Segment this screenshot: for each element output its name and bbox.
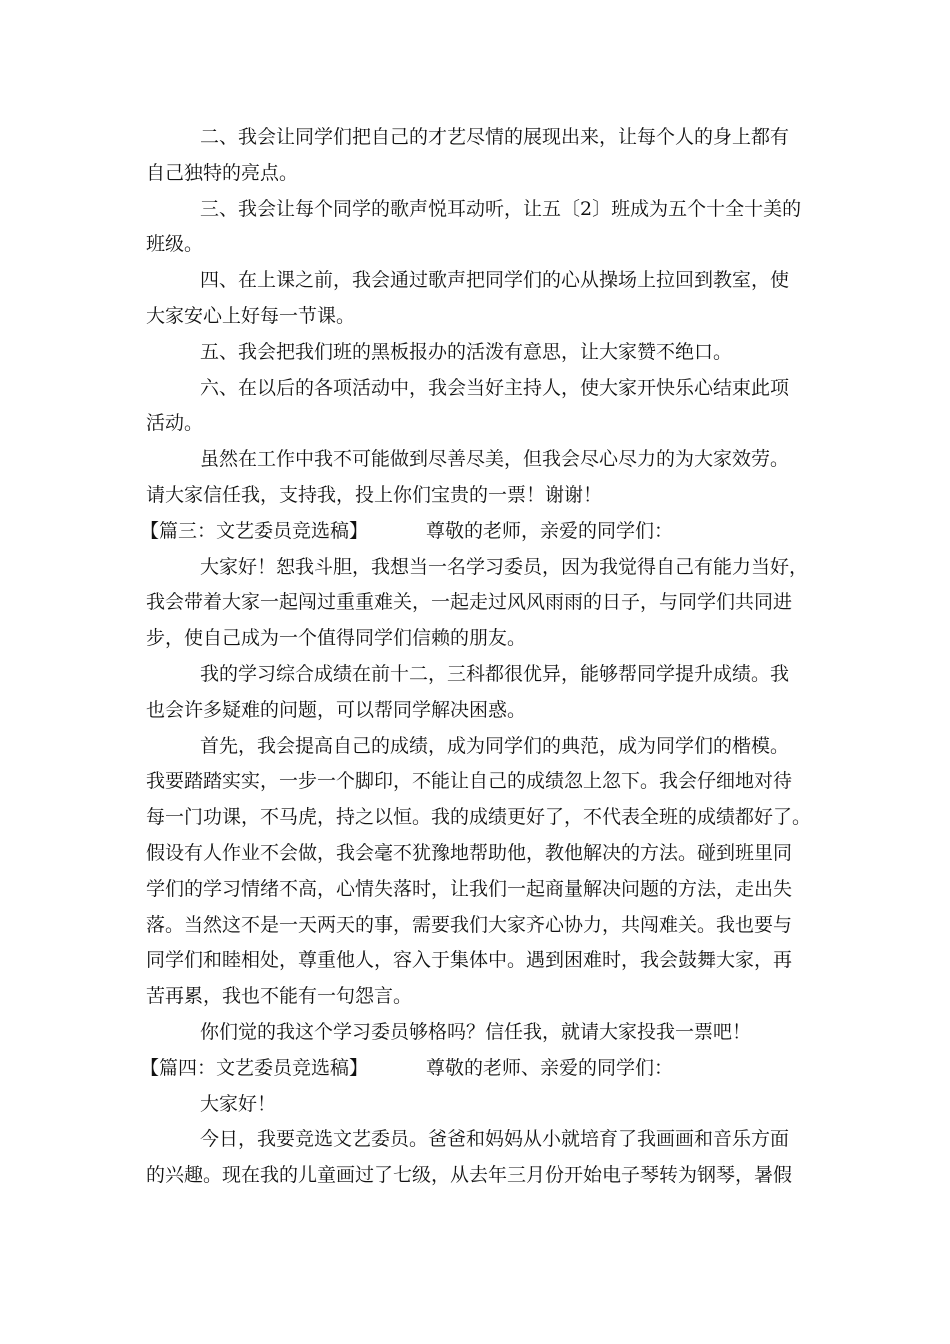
- section-heading-4: [140, 1051, 810, 1087]
- text-line: 六、在以后的各项活动中，我会当好主持人，使大家开快乐心结束此项: [200, 376, 790, 399]
- text-line: 请大家信任我，支持我，投上你们宝贵的一票！谢谢！: [146, 483, 603, 506]
- section-greeting-3: 尊敬的老师，亲爱的同学们：: [426, 519, 674, 542]
- text-line: 班级。: [146, 233, 204, 256]
- text-line: 苦再累，我也不能有一句怨言。: [146, 985, 413, 1008]
- text-line: 大家安心上好每一节课。: [146, 304, 356, 327]
- text-line: 二、我会让同学们把自己的才艺尽情的展现出来，让每个人的身上都有: [200, 126, 790, 148]
- text-line: 同学们和睦相处，尊重他人，容入于集体中。遇到困难时，我会鼓舞大家，再: [146, 949, 793, 972]
- section-title-3: 【篇三：文艺委员竞选稿】: [140, 519, 369, 542]
- text-line: 今日，我要竞选文艺委员。爸爸和妈妈从小就培育了我画画和音乐方面: [200, 1128, 790, 1151]
- text-line: 步，使自己成为一个值得同学们信赖的朋友。: [146, 627, 527, 650]
- text-line: 假设有人作业不会做，我会毫不犹豫地帮助他，教他解决的方法。碰到班里同: [146, 841, 793, 864]
- text-line: 大家好！: [200, 1092, 277, 1115]
- text-line: 虽然在工作中我不可能做到尽善尽美，但我会尽心尽力的为大家效劳。: [200, 448, 790, 471]
- text-line: 我的学习综合成绩在前十二，三科都很优异，能够帮同学提升成绩。我: [200, 662, 790, 685]
- text-line: 五、我会把我们班的黑板报办的活泼有意思，让大家赞不绝口。: [200, 340, 733, 363]
- text-line: 你们觉的我这个学习委员够格吗？信任我，就请大家投我一票吧！: [200, 1020, 752, 1043]
- text-line: 落。当然这不是一天两天的事，需要我们大家齐心协力，共闯难关。我也要与: [146, 913, 793, 936]
- text-line: 大家好！恕我斗胆，我想当一名学习委员，因为我觉得自己有能力当好，: [200, 555, 809, 578]
- text-line: 我会带着大家一起闯过重重难关，一起走过风风雨雨的日子，与同学们共同进: [146, 591, 793, 614]
- text-line: 我要踏踏实实，一步一个脚印，不能让自己的成绩忽上忽下。我会仔细地对待: [146, 770, 793, 793]
- text-line: 自己独特的亮点。: [146, 161, 299, 184]
- paragraph-block-section3: [146, 550, 810, 1051]
- paragraph-block-section4: [146, 1087, 810, 1194]
- paragraph-block-section2: [146, 120, 810, 514]
- document-body: [140, 120, 812, 1194]
- section-greeting-4: 尊敬的老师、亲爱的同学们：: [426, 1056, 674, 1079]
- section-title-4: 【篇四：文艺委员竞选稿】: [140, 1056, 369, 1079]
- text-line: 学们的学习情绪不高，心情失落时，让我们一起商量解决问题的方法，走出失: [146, 877, 793, 900]
- text-line: 每一门功课，不马虎，持之以恒。我的成绩更好了，不代表全班的成绩都好了。: [146, 806, 812, 829]
- text-line: 四、在上课之前，我会通过歌声把同学们的心从操场上拉回到教室，使: [200, 269, 790, 292]
- text-line: 也会许多疑难的问题，可以帮同学解决困惑。: [146, 698, 527, 721]
- section-heading-3: [140, 514, 810, 550]
- text-line: 首先，我会提高自己的成绩，成为同学们的典范，成为同学们的楷模。: [200, 734, 790, 757]
- text-line: 活动。: [146, 412, 204, 435]
- text-line: 的兴趣。现在我的儿童画过了七级，从去年三月份开始电子琴转为钢琴，暑假: [146, 1164, 793, 1187]
- text-line: 三、我会让每个同学的歌声悦耳动听，让五〔2〕班成为五个十全十美的: [200, 197, 802, 220]
